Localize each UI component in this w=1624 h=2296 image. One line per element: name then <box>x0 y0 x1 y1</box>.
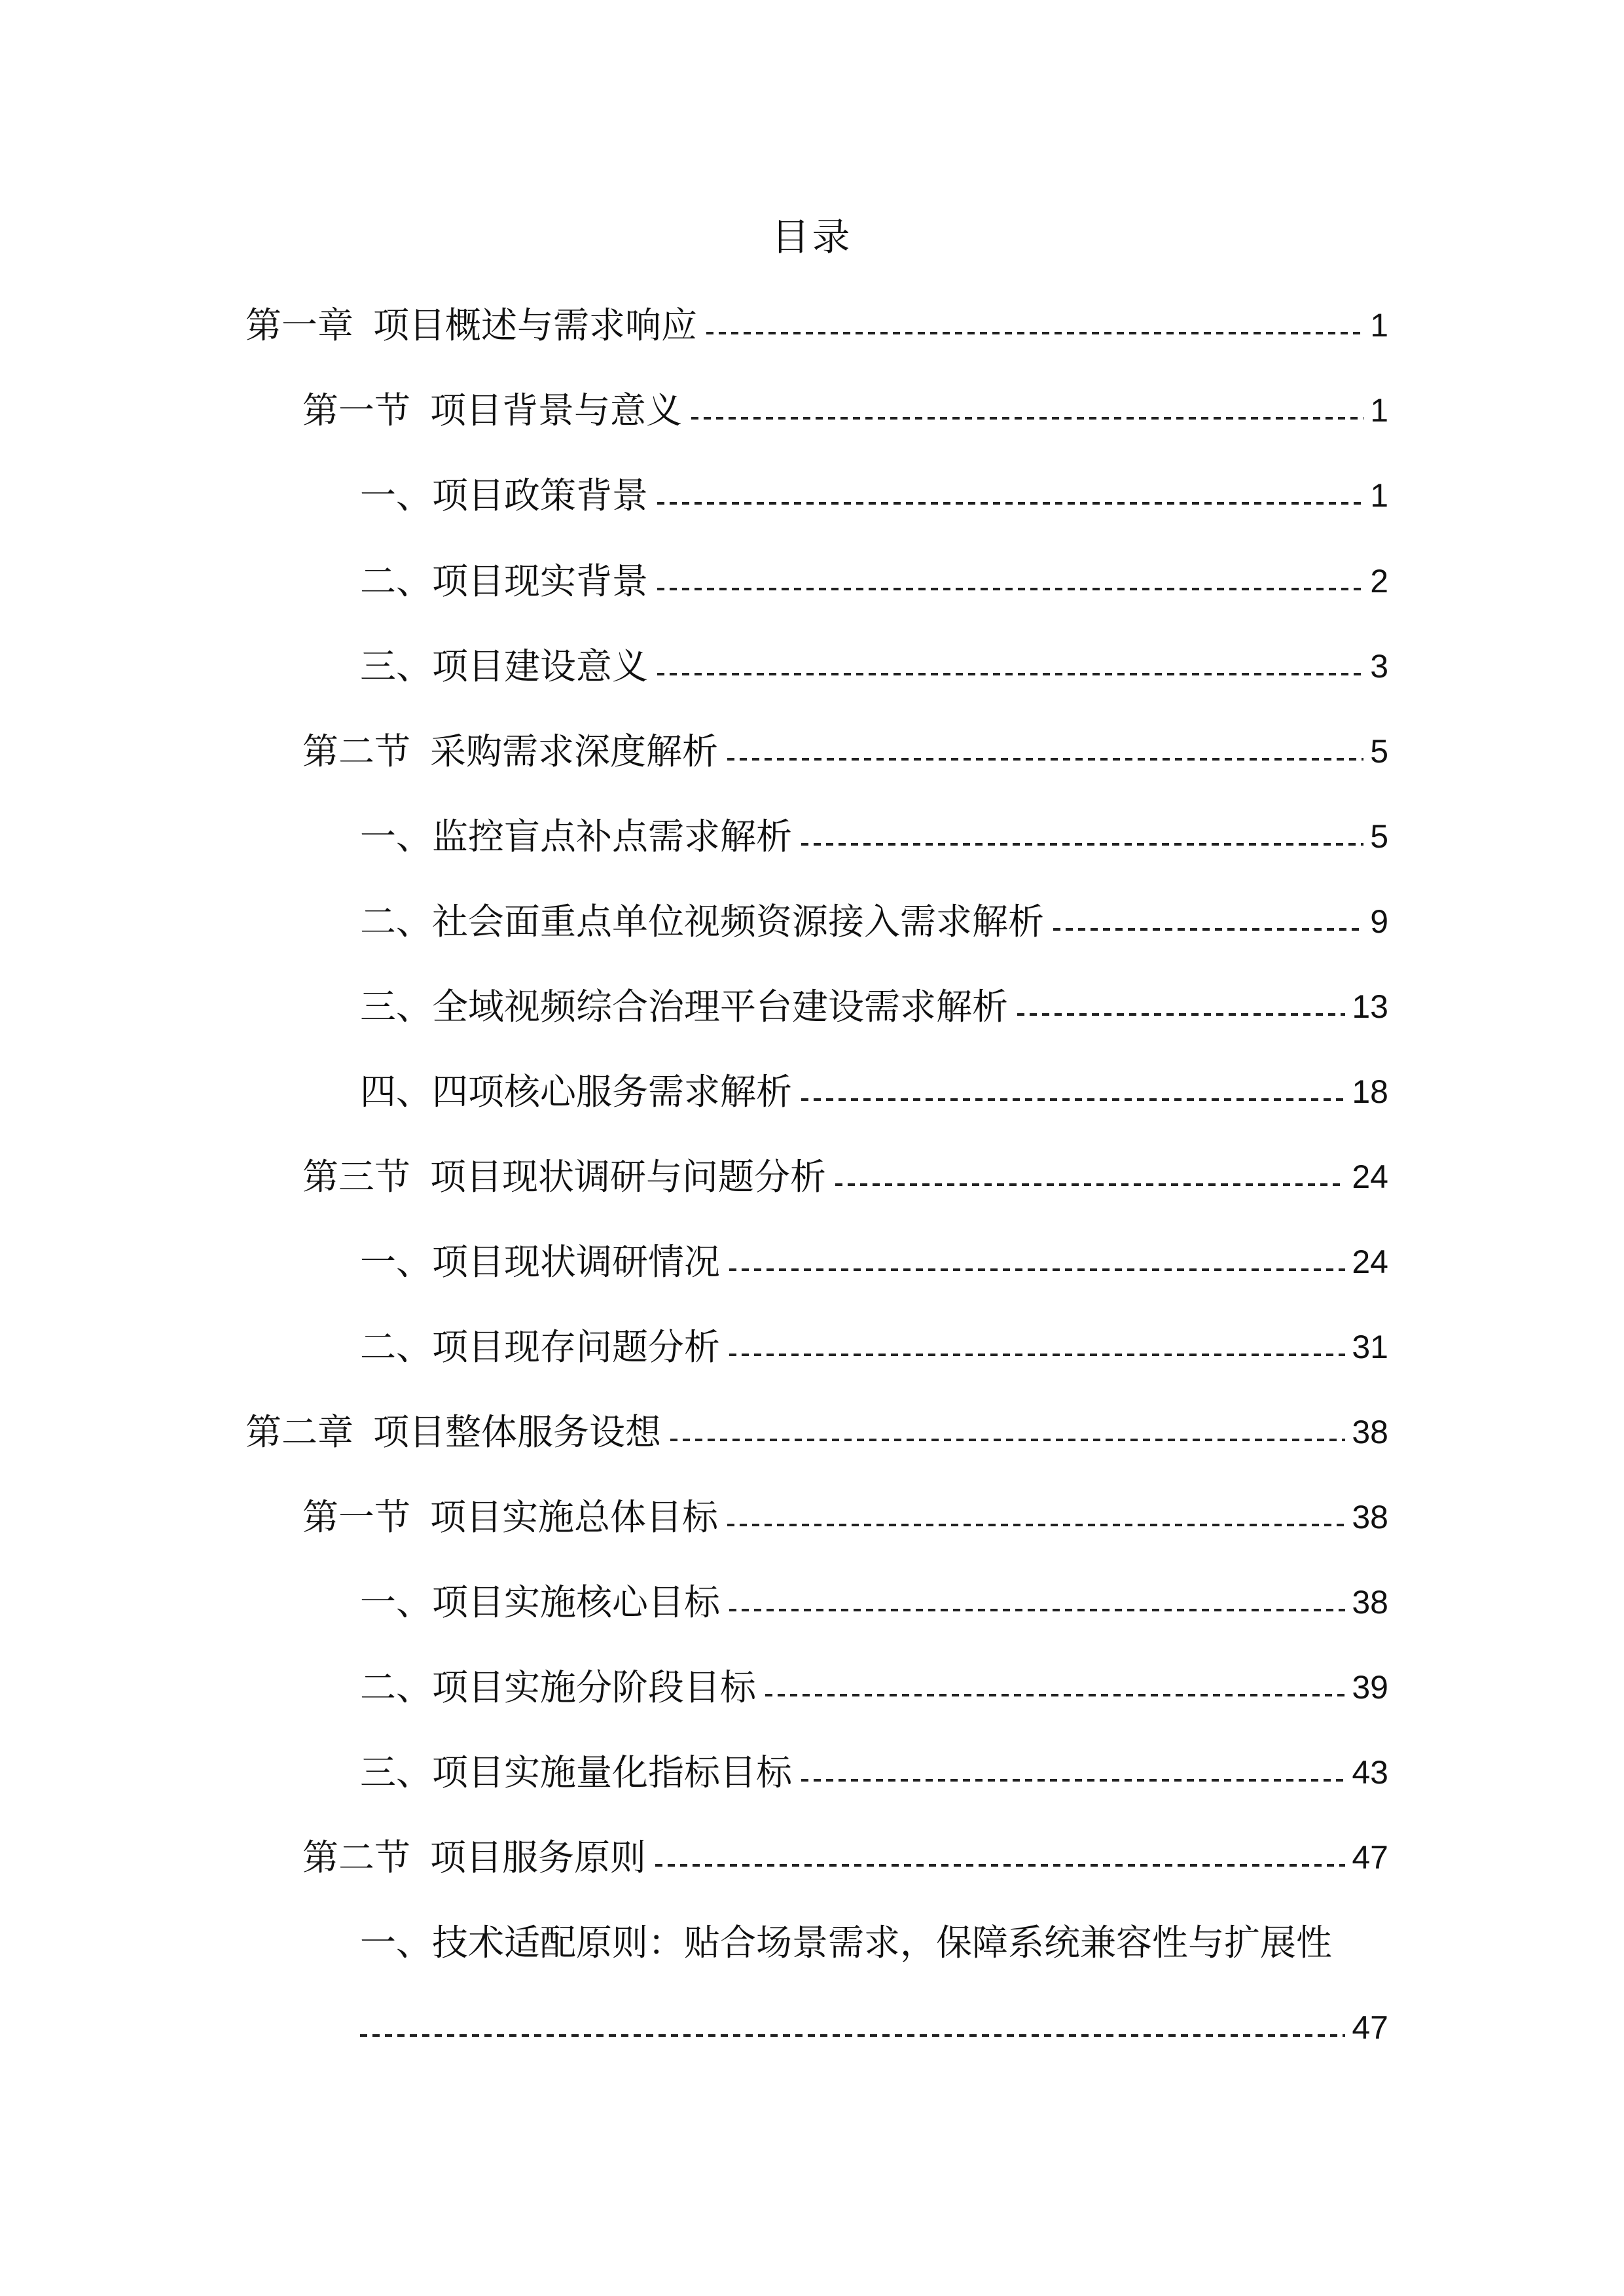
toc-entry[interactable] <box>360 1066 1388 1118</box>
toc-entry-label: 二、项目现实背景 <box>360 560 649 602</box>
toc-entry[interactable] <box>360 469 1388 522</box>
toc-leader <box>801 1779 1345 1782</box>
toc-page-number: 47 <box>1352 1839 1388 1876</box>
toc-leader <box>801 843 1363 846</box>
toc-leader <box>670 1439 1345 1441</box>
toc-entry-label: 三、项目实施量化指标目标 <box>360 1751 793 1793</box>
toc-page-number: 1 <box>1370 307 1388 344</box>
toc-entry[interactable] <box>302 1831 1388 1884</box>
toc-entry[interactable] <box>360 1661 1388 1713</box>
toc-page-number: 1 <box>1370 392 1388 429</box>
toc-entry-label: 第二章 项目整体服务设想 <box>245 1411 662 1453</box>
toc-page-number: 38 <box>1352 1414 1388 1450</box>
toc-entry-label: 第一章 项目概述与需求响应 <box>245 304 698 346</box>
toc-entry-label: 二、社会面重点单位视频资源接入需求解析 <box>360 901 1045 942</box>
toc-page-number: 47 <box>1352 2009 1388 2046</box>
toc-entry[interactable] <box>245 299 1388 351</box>
toc-entry-label[interactable]: 一、技术适配原则：贴合场景需求，保障系统兼容性与扩展性 <box>360 1922 1333 1964</box>
toc-leader <box>729 1609 1345 1611</box>
toc-entry-label: 三、项目建设意义 <box>360 645 649 687</box>
toc-leader <box>657 502 1363 505</box>
toc-leader <box>1017 1013 1345 1016</box>
toc-entry-label: 第一节 项目背景与意义 <box>302 389 683 431</box>
toc-entry-label: 第三节 项目现状调研与问题分析 <box>302 1156 827 1198</box>
toc-entry-label: 二、项目实施分阶段目标 <box>360 1666 757 1708</box>
toc-page-number: 5 <box>1370 733 1388 770</box>
toc-leader <box>657 673 1363 675</box>
toc-page-number: 38 <box>1352 1499 1388 1535</box>
toc-entry[interactable] <box>360 555 1388 607</box>
toc-entry[interactable] <box>360 2001 1388 2054</box>
toc-page-number: 2 <box>1370 563 1388 600</box>
toc-entry[interactable] <box>360 895 1388 948</box>
toc-entry-label: 第二节 项目服务原则 <box>302 1837 647 1878</box>
toc-leader <box>655 1864 1345 1867</box>
toc-entry-label: 三、全域视频综合治理平台建设需求解析 <box>360 986 1009 1028</box>
toc-page-number: 5 <box>1370 818 1388 855</box>
toc-entry-label: 四、四项核心服务需求解析 <box>360 1071 793 1113</box>
toc-entry[interactable] <box>360 810 1388 863</box>
toc-entry[interactable] <box>360 1746 1388 1799</box>
toc-page-number: 24 <box>1352 1158 1388 1195</box>
toc-entry[interactable] <box>302 1491 1388 1543</box>
toc-title: 目录 <box>771 215 853 259</box>
toc-page-number: 39 <box>1352 1669 1388 1706</box>
toc-entry[interactable] <box>245 1406 1388 1458</box>
toc-leader <box>727 1524 1345 1526</box>
toc-entry[interactable] <box>302 1151 1388 1203</box>
toc-entry[interactable] <box>360 980 1388 1033</box>
toc-entry-label: 第一节 项目实施总体目标 <box>302 1496 719 1538</box>
toc-leader <box>729 1354 1345 1356</box>
toc-page-number: 9 <box>1370 903 1388 940</box>
toc-page-number: 38 <box>1352 1584 1388 1621</box>
toc-entry[interactable] <box>360 1321 1388 1373</box>
toc-leader <box>801 1098 1345 1101</box>
toc-leader <box>691 417 1363 420</box>
toc-entry-label: 一、项目政策背景 <box>360 475 649 516</box>
toc-leader <box>706 332 1363 334</box>
toc-leader <box>1053 928 1363 931</box>
toc-leader <box>835 1183 1345 1186</box>
toc-page-number: 13 <box>1352 988 1388 1025</box>
toc-entry-label: 二、项目现存问题分析 <box>360 1326 721 1368</box>
toc-entry-label: 第二节 采购需求深度解析 <box>302 730 719 772</box>
toc-entry-label: 一、监控盲点补点需求解析 <box>360 816 793 857</box>
toc-entry[interactable] <box>360 640 1388 692</box>
toc-entry[interactable] <box>302 384 1388 437</box>
toc-leader <box>765 1694 1345 1696</box>
toc-page-number: 3 <box>1370 648 1388 685</box>
toc-page-number: 43 <box>1352 1754 1388 1791</box>
toc-leader <box>729 1268 1345 1271</box>
toc-entry[interactable] <box>360 1576 1388 1628</box>
toc-page-number: 31 <box>1352 1329 1388 1365</box>
toc-leader <box>727 758 1363 761</box>
toc-entry-label: 一、项目实施核心目标 <box>360 1581 721 1623</box>
toc-page-number: 18 <box>1352 1073 1388 1110</box>
toc-page-number: 24 <box>1352 1244 1388 1280</box>
toc-entry[interactable] <box>302 725 1388 778</box>
toc-page-number: 1 <box>1370 477 1388 514</box>
toc-leader <box>360 2034 1345 2037</box>
toc-leader <box>657 588 1363 590</box>
toc-entry[interactable] <box>360 1236 1388 1288</box>
toc-entry-label: 一、项目现状调研情况 <box>360 1241 721 1283</box>
